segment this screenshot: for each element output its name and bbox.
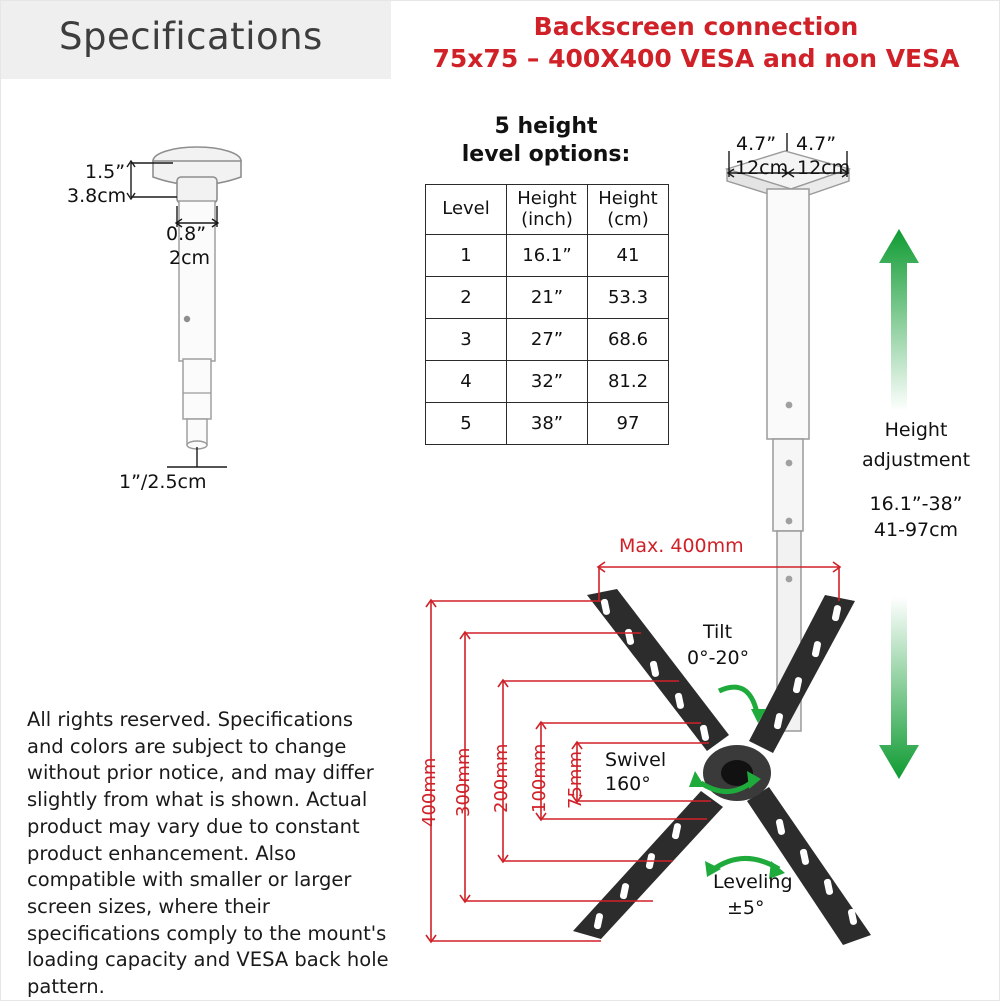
vesa-75mm-label: 75mm	[565, 751, 586, 809]
tilt-arrow-icon	[719, 687, 766, 723]
cell-height-cm: 81.2	[588, 361, 669, 403]
cell-height-cm: 97	[588, 403, 669, 445]
dim-3-8-cm: 3.8cm	[67, 185, 127, 207]
column-header-height-inch-2: (inch)	[521, 208, 573, 230]
column-header-level: Level	[426, 185, 507, 235]
vesa-400mm-label: 400mm	[419, 757, 440, 827]
cell-height-inch: 21”	[507, 277, 588, 319]
dim-bottom-1-inch: 1”/2.5cm	[119, 471, 207, 493]
cell-height-inch: 16.1”	[507, 235, 588, 277]
arrow-up-icon	[879, 229, 919, 411]
height-adjustment-label-2: adjustment	[861, 449, 971, 471]
swivel-value: 160°	[605, 773, 651, 795]
height-adjustment-range-cm: 41-97cm	[873, 519, 959, 541]
disclaimer-text: All rights reserved. Specifications and colors are subject to change without prior notice, and may differ slightly from what is shown. Actual product may vary due to constant product enhancement. Also compatible with smaller or larger screen sizes, where their specifications comply to the mount's loading capacity and VESA back hole pattern.	[27, 708, 389, 999]
cell-level: 1	[426, 235, 507, 277]
column-header-height-cm-2: (cm)	[607, 208, 649, 230]
leveling-value: ±5°	[727, 897, 765, 919]
mount-tube-mid	[773, 439, 803, 531]
mount-screw-3	[786, 518, 793, 525]
dim-0-8-inch: 0.8”	[166, 223, 207, 245]
tilt-label: Tilt	[703, 621, 733, 643]
mount-screw-4	[786, 576, 793, 583]
cell-level: 2	[426, 277, 507, 319]
mount-tube-upper	[767, 189, 809, 439]
tilt-value: 0°-20°	[687, 647, 750, 669]
cell-height-cm: 68.6	[588, 319, 669, 361]
plate-width-cm-left: 12cm	[735, 157, 789, 179]
plate-width-inch-right: 4.7”	[796, 133, 837, 155]
mount-screw-1	[786, 402, 793, 409]
cell-level: 3	[426, 319, 507, 361]
column-header-height-inch-1: Height	[517, 188, 577, 210]
cell-level: 4	[426, 361, 507, 403]
height-options-title-line-2: level options:	[461, 141, 631, 167]
dim-1-5-inch: 1.5”	[85, 161, 126, 183]
swivel-label: Swivel	[605, 749, 667, 771]
bracket-arm-upper-right	[749, 595, 855, 753]
column-header-height-cm-1: Height	[598, 188, 658, 210]
cell-height-inch: 32”	[507, 361, 588, 403]
height-adjustment-label-1: Height	[884, 419, 948, 441]
backscreen-line-2: 75x75 – 400X400 VESA and non VESA	[432, 44, 960, 73]
height-options-title-line-1: 5 height	[494, 114, 598, 139]
max-width-label: Max. 400mm	[619, 535, 744, 557]
backscreen-line-1: Backscreen connection	[533, 12, 859, 41]
cell-height-inch: 27”	[507, 319, 588, 361]
mount-screw-2	[786, 460, 793, 467]
height-adjustment-range-inch: 16.1”-38”	[869, 493, 963, 515]
cell-height-inch: 38”	[507, 403, 588, 445]
cell-height-cm: 41	[588, 235, 669, 277]
plate-width-cm-right: 12cm	[797, 157, 851, 179]
page-title: Specifications	[59, 15, 323, 58]
plate-width-inch-left: 4.7”	[736, 133, 777, 155]
cell-level: 5	[426, 403, 507, 445]
arrow-down-icon	[879, 597, 919, 779]
cell-height-cm: 53.3	[588, 277, 669, 319]
vesa-100mm-label: 100mm	[529, 743, 550, 813]
leveling-label: Leveling	[713, 871, 793, 893]
vesa-300mm-label: 300mm	[453, 747, 474, 817]
dim-2-cm: 2cm	[169, 247, 211, 269]
vesa-200mm-label: 200mm	[491, 743, 512, 813]
